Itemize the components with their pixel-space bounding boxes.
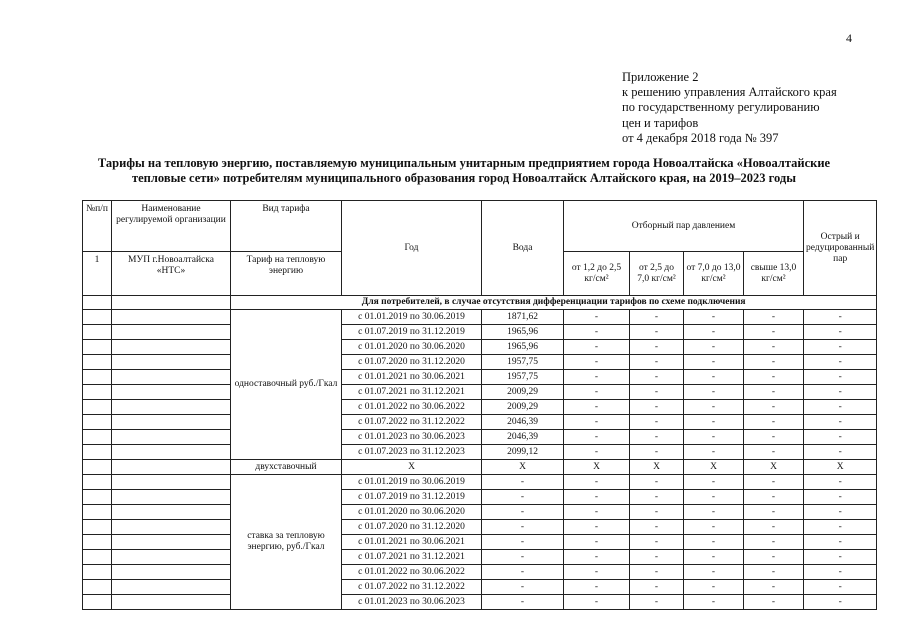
row-org-cell — [112, 340, 231, 355]
table-row — [83, 580, 877, 595]
row-org-cell — [112, 325, 231, 340]
row-org-cell — [112, 355, 231, 370]
water-cell: - — [482, 490, 564, 505]
row-org-cell — [112, 490, 231, 505]
value-cell: - — [630, 355, 684, 370]
table-row — [83, 325, 877, 340]
water-cell: 1965,96 — [482, 325, 564, 340]
value-cell: - — [684, 385, 744, 400]
value-cell: - — [804, 415, 877, 430]
table-row — [83, 385, 877, 400]
row-num-cell — [83, 370, 112, 385]
header-steam-col-4: свыше 13,0 кг/см² — [744, 252, 804, 296]
row-num-cell — [83, 340, 112, 355]
value-cell: - — [804, 355, 877, 370]
value-cell: - — [804, 430, 877, 445]
value-cell: - — [564, 340, 630, 355]
value-cell: - — [804, 520, 877, 535]
table-row — [83, 340, 877, 355]
section-title: Для потребителей, в случае отсутствия дифференциации тарифов по схеме подключения — [231, 296, 877, 310]
period-cell: с 01.01.2019 по 30.06.2019 — [342, 310, 482, 325]
value-cell: - — [564, 325, 630, 340]
value-cell: - — [684, 475, 744, 490]
water-cell: - — [482, 550, 564, 565]
row-num-cell — [83, 550, 112, 565]
value-cell: - — [564, 490, 630, 505]
water-cell: 2009,29 — [482, 400, 564, 415]
value-cell: - — [630, 325, 684, 340]
value-cell: - — [744, 340, 804, 355]
value-cell: - — [630, 505, 684, 520]
row-org-cell — [112, 595, 231, 610]
value-cell: - — [564, 565, 630, 580]
value-cell: - — [564, 535, 630, 550]
row-num-cell — [83, 595, 112, 610]
org-name: МУП г.Новоалтайска «НТС» — [112, 252, 231, 296]
value-cell: - — [744, 490, 804, 505]
value-cell: - — [804, 340, 877, 355]
table-row — [83, 355, 877, 370]
appendix-block — [622, 70, 837, 146]
row-org-cell — [112, 310, 231, 325]
appendix-line: от 4 декабря 2018 года № 397 — [622, 130, 779, 145]
table-row — [83, 565, 877, 580]
table-row — [83, 400, 877, 415]
value-cell: - — [744, 565, 804, 580]
row-org-cell — [112, 400, 231, 415]
org-num: 1 — [83, 252, 112, 296]
row-num-cell — [83, 580, 112, 595]
value-cell: - — [744, 400, 804, 415]
row-org-cell — [112, 370, 231, 385]
value-cell: - — [804, 445, 877, 460]
value-cell: - — [804, 580, 877, 595]
table-row — [83, 505, 877, 520]
header-steam-col-2: от 2,5 до 7,0 кг/см² — [630, 252, 684, 296]
title-line-1: Тарифы на тепловую энергию, поставляемую муниципальным унитарным предприятием города Новоалтайска «Новоалтайские — [97, 156, 831, 170]
row-num-cell — [83, 310, 112, 325]
value-cell: - — [684, 580, 744, 595]
section-row — [83, 296, 877, 310]
row-org-cell — [112, 550, 231, 565]
value-cell: X — [564, 460, 630, 475]
period-cell: с 01.01.2019 по 30.06.2019 — [342, 475, 482, 490]
value-cell: - — [564, 475, 630, 490]
water-cell: 2009,29 — [482, 385, 564, 400]
row-num-cell — [83, 535, 112, 550]
value-cell: - — [684, 325, 744, 340]
value-cell: - — [684, 520, 744, 535]
water-cell: 2099,12 — [482, 445, 564, 460]
value-cell: - — [630, 430, 684, 445]
value-cell: - — [744, 520, 804, 535]
water-cell: 1871,62 — [482, 310, 564, 325]
value-cell: X — [684, 460, 744, 475]
row-org-cell — [112, 460, 231, 475]
value-cell: - — [630, 490, 684, 505]
period-cell: с 01.07.2022 по 31.12.2022 — [342, 415, 482, 430]
row-num-cell — [83, 565, 112, 580]
value-cell: - — [564, 400, 630, 415]
row-num-cell — [83, 355, 112, 370]
row-num-cell — [83, 520, 112, 535]
value-cell: - — [684, 355, 744, 370]
value-cell: - — [630, 580, 684, 595]
value-cell: - — [630, 370, 684, 385]
value-cell: - — [684, 415, 744, 430]
value-cell: - — [684, 535, 744, 550]
period-cell: с 01.07.2021 по 31.12.2021 — [342, 550, 482, 565]
value-cell: - — [804, 565, 877, 580]
row-num-cell — [83, 385, 112, 400]
period-cell: с 01.01.2022 по 30.06.2022 — [342, 400, 482, 415]
value-cell: - — [630, 400, 684, 415]
period-cell: с 01.07.2020 по 31.12.2020 — [342, 355, 482, 370]
value-cell: - — [630, 310, 684, 325]
value-cell: - — [564, 310, 630, 325]
value-cell: - — [684, 505, 744, 520]
table-row — [83, 310, 877, 325]
value-cell: - — [564, 385, 630, 400]
value-cell: - — [630, 520, 684, 535]
table-row — [83, 445, 877, 460]
value-cell: - — [564, 550, 630, 565]
value-cell: - — [684, 430, 744, 445]
value-cell: - — [564, 595, 630, 610]
water-cell: 1957,75 — [482, 355, 564, 370]
appendix-line: к решению управления Алтайского края — [622, 85, 837, 100]
water-cell: - — [482, 565, 564, 580]
table-row — [83, 520, 877, 535]
value-cell: - — [744, 550, 804, 565]
org-tariff: Тариф на тепловую энергию — [231, 252, 342, 296]
row-num-cell — [83, 325, 112, 340]
value-cell: - — [804, 550, 877, 565]
value-cell: - — [630, 445, 684, 460]
value-cell: - — [564, 415, 630, 430]
header-steam-group: Отборный пар давлением — [564, 201, 804, 252]
water-cell: 2046,39 — [482, 415, 564, 430]
row-org-cell — [112, 565, 231, 580]
table-row — [83, 475, 877, 490]
header-row — [83, 201, 877, 252]
value-cell: - — [744, 430, 804, 445]
period-cell: с 01.01.2021 по 30.06.2021 — [342, 535, 482, 550]
table-row — [83, 460, 877, 475]
table-row — [83, 490, 877, 505]
value-cell: - — [684, 400, 744, 415]
period-cell: с 01.07.2021 по 31.12.2021 — [342, 385, 482, 400]
water-cell: 1957,75 — [482, 370, 564, 385]
period-cell: с 01.07.2020 по 31.12.2020 — [342, 520, 482, 535]
table-row — [83, 370, 877, 385]
value-cell: - — [744, 445, 804, 460]
value-cell: X — [630, 460, 684, 475]
header-year: Год — [342, 201, 482, 296]
period-cell: с 01.07.2023 по 31.12.2023 — [342, 445, 482, 460]
value-cell: - — [744, 475, 804, 490]
value-cell: - — [684, 490, 744, 505]
tariff-table — [82, 200, 877, 610]
water-cell: - — [482, 535, 564, 550]
header-water: Вода — [482, 201, 564, 296]
value-cell: - — [804, 385, 877, 400]
row-org-cell — [112, 430, 231, 445]
period-cell: с 01.01.2020 по 30.06.2020 — [342, 340, 482, 355]
period-cell: с 01.07.2019 по 31.12.2019 — [342, 490, 482, 505]
water-cell: - — [482, 595, 564, 610]
table-row — [83, 535, 877, 550]
row-num-cell — [83, 415, 112, 430]
row-org-cell — [112, 535, 231, 550]
period-cell: с 01.01.2020 по 30.06.2020 — [342, 505, 482, 520]
value-cell: - — [564, 355, 630, 370]
period-cell: с 01.01.2023 по 30.06.2023 — [342, 430, 482, 445]
value-cell: - — [564, 520, 630, 535]
value-cell: - — [630, 565, 684, 580]
value-cell: - — [744, 355, 804, 370]
row-org-cell — [112, 505, 231, 520]
value-cell: - — [804, 325, 877, 340]
row-num-cell — [83, 475, 112, 490]
row-org-cell — [112, 415, 231, 430]
value-cell: - — [630, 415, 684, 430]
period-cell: с 01.01.2022 по 30.06.2022 — [342, 565, 482, 580]
value-cell: - — [684, 595, 744, 610]
water-cell: - — [482, 580, 564, 595]
value-cell: - — [744, 535, 804, 550]
water-cell: 1965,96 — [482, 340, 564, 355]
value-cell: - — [630, 595, 684, 610]
period-cell: с 01.07.2022 по 31.12.2022 — [342, 580, 482, 595]
table-row — [83, 415, 877, 430]
row-num-cell — [83, 505, 112, 520]
row-num-cell — [83, 490, 112, 505]
value-cell: - — [630, 385, 684, 400]
value-cell: - — [804, 400, 877, 415]
value-cell: - — [744, 580, 804, 595]
value-cell: - — [630, 550, 684, 565]
row-num-cell — [83, 445, 112, 460]
water-cell: - — [482, 505, 564, 520]
header-org: Наименование регулируемой организации — [112, 201, 231, 252]
appendix-line: Приложение 2 — [622, 70, 699, 84]
value-cell: - — [684, 370, 744, 385]
value-cell: - — [744, 370, 804, 385]
value-cell: - — [804, 505, 877, 520]
document-title — [60, 156, 868, 186]
two-part-label: двухставочный — [231, 460, 342, 475]
title-line-2: тепловые сети» потребителям муниципального образования город Новоалтайск Алтайского края, на 2019–2023 годы — [131, 171, 796, 185]
one-part-label: одноставочный руб./Гкал — [231, 310, 342, 460]
row-num-cell — [83, 460, 112, 475]
period-cell: с 01.07.2019 по 31.12.2019 — [342, 325, 482, 340]
appendix-line: по государственному регулированию — [622, 100, 820, 115]
value-cell: - — [744, 415, 804, 430]
value-cell: - — [744, 385, 804, 400]
value-cell: - — [804, 475, 877, 490]
value-cell: - — [744, 310, 804, 325]
water-cell: X — [482, 460, 564, 475]
row-org-cell — [112, 385, 231, 400]
header-live-steam: Острый и редуцированный пар — [804, 201, 877, 296]
row-org-cell — [112, 520, 231, 535]
value-cell: - — [744, 505, 804, 520]
value-cell: - — [804, 370, 877, 385]
water-cell: 2046,39 — [482, 430, 564, 445]
row-org-cell — [112, 580, 231, 595]
water-cell: - — [482, 520, 564, 535]
value-cell: - — [804, 595, 877, 610]
value-cell: - — [684, 340, 744, 355]
water-cell: - — [482, 475, 564, 490]
appendix-line: цен и тарифов — [622, 115, 699, 130]
value-cell: X — [804, 460, 877, 475]
value-cell: - — [684, 550, 744, 565]
period-cell: с 01.01.2021 по 30.06.2021 — [342, 370, 482, 385]
row-org-cell — [112, 445, 231, 460]
value-cell: - — [684, 565, 744, 580]
value-cell: - — [630, 340, 684, 355]
header-num: №п/п — [83, 201, 112, 252]
period-cell: с 01.01.2023 по 30.06.2023 — [342, 595, 482, 610]
table-row — [83, 550, 877, 565]
header-tariff-type: Вид тарифа — [231, 201, 342, 252]
table-row — [83, 430, 877, 445]
value-cell: - — [744, 325, 804, 340]
value-cell: - — [564, 580, 630, 595]
value-cell: - — [744, 595, 804, 610]
table-row — [83, 595, 877, 610]
value-cell: - — [684, 445, 744, 460]
value-cell: - — [564, 505, 630, 520]
value-cell: - — [564, 430, 630, 445]
period-cell: X — [342, 460, 482, 475]
value-cell: X — [744, 460, 804, 475]
value-cell: - — [684, 310, 744, 325]
heat-rate-label: ставка за тепловую энергию, руб./Гкал — [231, 475, 342, 610]
value-cell: - — [564, 445, 630, 460]
row-num-cell — [83, 430, 112, 445]
value-cell: - — [804, 535, 877, 550]
value-cell: - — [564, 370, 630, 385]
header-steam-col-1: от 1,2 до 2,5 кг/см² — [564, 252, 630, 296]
row-org-cell — [112, 475, 231, 490]
value-cell: - — [630, 535, 684, 550]
row-num-cell — [83, 400, 112, 415]
value-cell: - — [804, 310, 877, 325]
page-number: 4 — [846, 31, 852, 45]
value-cell: - — [630, 475, 684, 490]
header-steam-col-3: от 7,0 до 13,0 кг/см² — [684, 252, 744, 296]
value-cell: - — [804, 490, 877, 505]
